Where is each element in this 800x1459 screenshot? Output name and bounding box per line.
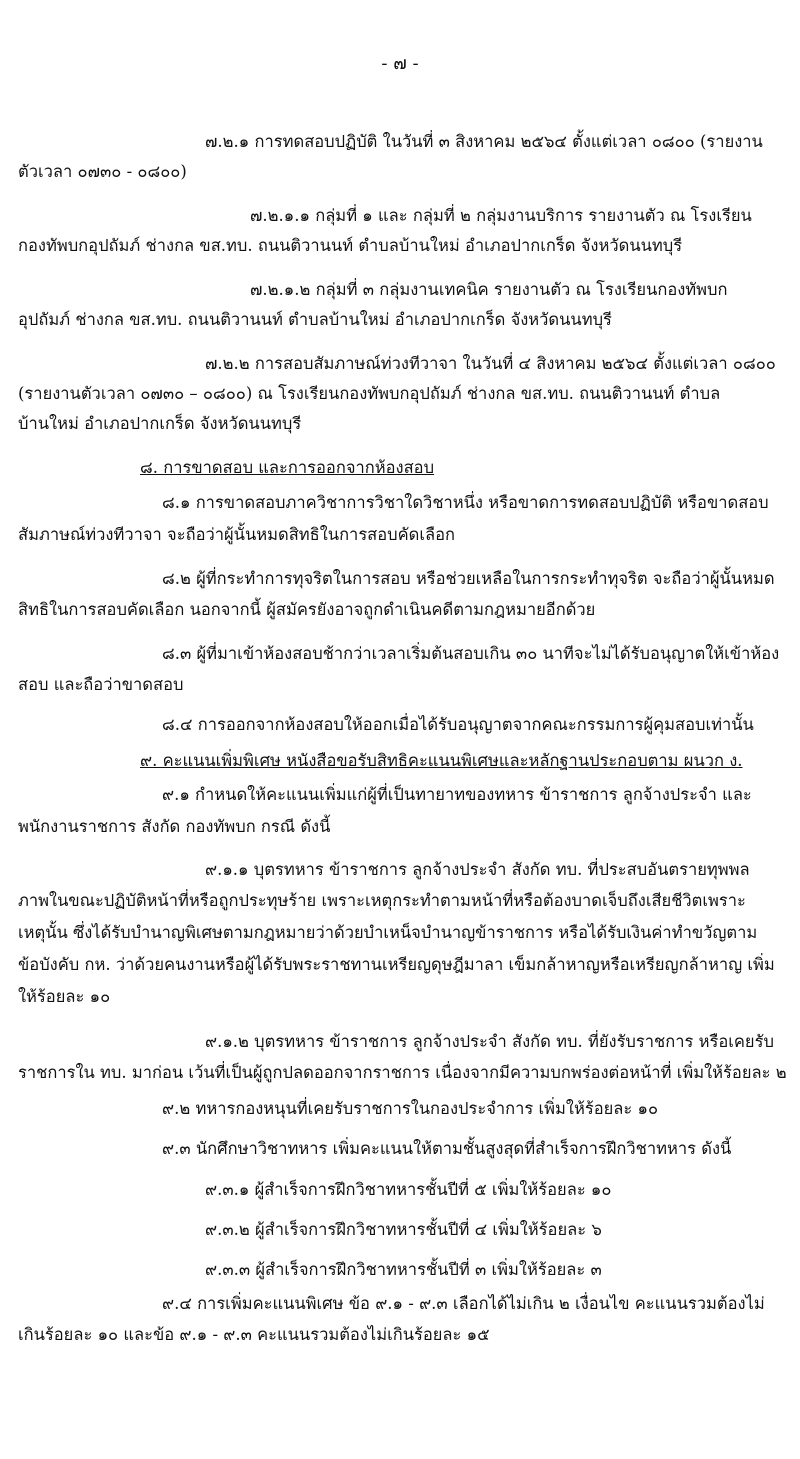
line-9-1-1: ๙.๑.๑ บุตรทหาร ข้าราชการ ลูกจ้างประจำ สังกัด ทบ. ที่ประสบอันตรายทุพพล: [205, 860, 750, 879]
line-9-1-2: ๙.๑.๒ บุตรทหาร ข้าราชการ ลูกจ้างประจำ สังกัด ทบ. ที่ยังรับราชการ หรือเคยรับ: [205, 1032, 774, 1051]
line-8-1-cont: สัมภาษณ์ท่วงทีวาจา จะถือว่าผู้นั้นหมดสิทธิในการสอบคัดเลือก: [18, 525, 456, 544]
line-8-3-cont: สอบ และถือว่าขาดสอบ: [18, 675, 184, 694]
line-8-2-cont: สิทธิในการสอบคัดเลือก นอกจากนี้ ผู้สมัครยังอาจถูกดำเนินคดีตามกฎหมายอีกด้วย: [18, 600, 596, 619]
line-7-2-2-cont-1: (รายงานตัวเวลา ๐๗๓๐ – ๐๘๐๐) ณ โรงเรียนกองทัพบกอุปถัมภ์ ช่างกล ขส.ทบ. ถนนติวานนท์ ตำบล: [18, 384, 721, 403]
line-9-4: ๙.๔ การเพิ่มคะแนนพิเศษ ข้อ ๙.๑ - ๙.๓ เลือกได้ไม่เกิน ๒ เงื่อนไข คะแนนรวมต้องไม่: [162, 1294, 765, 1313]
line-9-1-1-cont-1: ภาพในขณะปฏิบัติหน้าที่หรือถูกประทุษร้าย เพราะเหตุกระทำตามหน้าที่หรือต้องบาดเจ็บถึงเสียชีวิตเพราะ: [18, 891, 746, 910]
line-7-2-2-cont-2: บ้านใหม่ อำเภอปากเกร็ด จังหวัดนนทบุรี: [18, 414, 302, 433]
line-8-1: ๘.๑ การขาดสอบภาควิชาการวิชาใดวิชาหนึ่ง หรือขาดการทดสอบปฏิบัติ หรือขาดสอบ: [162, 493, 769, 512]
line-7-2-1-2-cont: อุปถัมภ์ ช่างกล ขส.ทบ. ถนนติวานนท์ ตำบลบ้านใหม่ อำเภอปากเกร็ด จังหวัดนนทบุรี: [18, 310, 612, 329]
line-9-3-1: ๙.๓.๑ ผู้สำเร็จการฝึกวิชาทหารชั้นปีที่ ๕ เพิ่มให้ร้อยละ ๑๐: [205, 1180, 612, 1199]
line-7-2-1: ๗.๒.๑ การทดสอบปฏิบัติ ในวันที่ ๓ สิงหาคม ๒๕๖๔ ตั้งแต่เวลา ๐๘๐๐ (รายงาน: [205, 132, 763, 151]
line-7-2-1-1: ๗.๒.๑.๑ กลุ่มที่ ๑ และ กลุ่มที่ ๒ กลุ่มงานบริการ รายงานตัว ณ โรงเรียน: [250, 206, 752, 225]
line-9-1-2-cont: ราชการใน ทบ. มาก่อน เว้นที่เป็นผู้ถูกปลดออกจากราชการ เนื่องจากมีความบกพร่องต่อหน้าที่ เพิ่มให้ร้อยละ ๒: [18, 1063, 787, 1082]
line-7-2-1-2: ๗.๒.๑.๒ กลุ่มที่ ๓ กลุ่มงานเทคนิค รายงานตัว ณ โรงเรียนกองทัพบก: [250, 280, 728, 299]
page-number: - ๗ -: [381, 53, 419, 74]
line-7-2-1-cont: ตัวเวลา ๐๗๓๐ - ๐๘๐๐): [18, 162, 187, 181]
heading-section-9: ๙. คะแนนเพิ่มพิเศษ หนังสือขอรับสิทธิคะแนนพิเศษและหลักฐานประกอบตาม ผนวก ง.: [140, 751, 743, 770]
line-9-1-1-cont-4: ให้ร้อยละ ๑๐: [18, 987, 111, 1006]
line-8-3: ๘.๓ ผู้ที่มาเข้าห้องสอบช้ากว่าเวลาเริ่มต้นสอบเกิน ๓๐ นาทีจะไม่ได้รับอนุญาตให้เข้าห้อง: [162, 644, 780, 663]
line-9-1-cont: พนักงานราชการ สังกัด กองทัพบก กรณี ดังนี้: [18, 817, 331, 836]
heading-section-8: ๘. การขาดสอบ และการออกจากห้องสอบ: [140, 458, 435, 477]
line-9-1-1-cont-3: ข้อบังคับ กห. ว่าด้วยคนงานหรือผู้ได้รับพระราชทานเหรียญดุษฎีมาลา เข็มกล้าหาญหรือเหรียญกล้าหาญ เพิ่ม: [18, 955, 775, 974]
line-9-3-2: ๙.๓.๒ ผู้สำเร็จการฝึกวิชาทหารชั้นปีที่ ๔ เพิ่มให้ร้อยละ ๖: [205, 1220, 602, 1239]
line-9-2: ๙.๒ ทหารกองหนุนที่เคยรับราชการในกองประจำการ เพิ่มให้ร้อยละ ๑๐: [162, 1099, 659, 1118]
line-7-2-2: ๗.๒.๒ การสอบสัมภาษณ์ท่วงทีวาจา ในวันที่ ๔ สิงหาคม ๒๕๖๔ ตั้งแต่เวลา ๐๘๐๐: [205, 354, 776, 373]
line-9-1: ๙.๑ กำหนดให้คะแนนเพิ่มแก่ผู้ที่เป็นทายาทของทหาร ข้าราชการ ลูกจ้างประจำ และ: [162, 785, 752, 804]
line-7-2-1-1-cont: กองทัพบกอุปถัมภ์ ช่างกล ขส.ทบ. ถนนติวานนท์ ตำบลบ้านใหม่ อำเภอปากเกร็ด จังหวัดนนทบุรี: [18, 236, 683, 255]
line-9-1-1-cont-2: เหตุนั้น ซึ่งได้รับบำนาญพิเศษตามกฎหมายว่าด้วยบำเหน็จบำนาญข้าราชการ หรือได้รับเงินค่าทำขวัญตาม: [18, 923, 758, 942]
line-9-3: ๙.๓ นักศึกษาวิชาทหาร เพิ่มคะแนนให้ตามชั้นสูงสุดที่สำเร็จการฝึกวิชาทหาร ดังนี้: [162, 1139, 732, 1158]
line-9-3-3: ๙.๓.๓ ผู้สำเร็จการฝึกวิชาทหารชั้นปีที่ ๓ เพิ่มให้ร้อยละ ๓: [205, 1260, 602, 1279]
line-8-4: ๘.๔ การออกจากห้องสอบให้ออกเมื่อได้รับอนุญาตจากคณะกรรมการผู้คุมสอบเท่านั้น: [162, 715, 754, 734]
line-9-4-cont: เกินร้อยละ ๑๐ และข้อ ๙.๑ - ๙.๓ คะแนนรวมต้องไม่เกินร้อยละ ๑๕: [18, 1325, 490, 1344]
line-8-2: ๘.๒ ผู้ที่กระทำการทุจริตในการสอบ หรือช่วยเหลือในการกระทำทุจริต จะถือว่าผู้นั้นหมด: [162, 569, 775, 588]
